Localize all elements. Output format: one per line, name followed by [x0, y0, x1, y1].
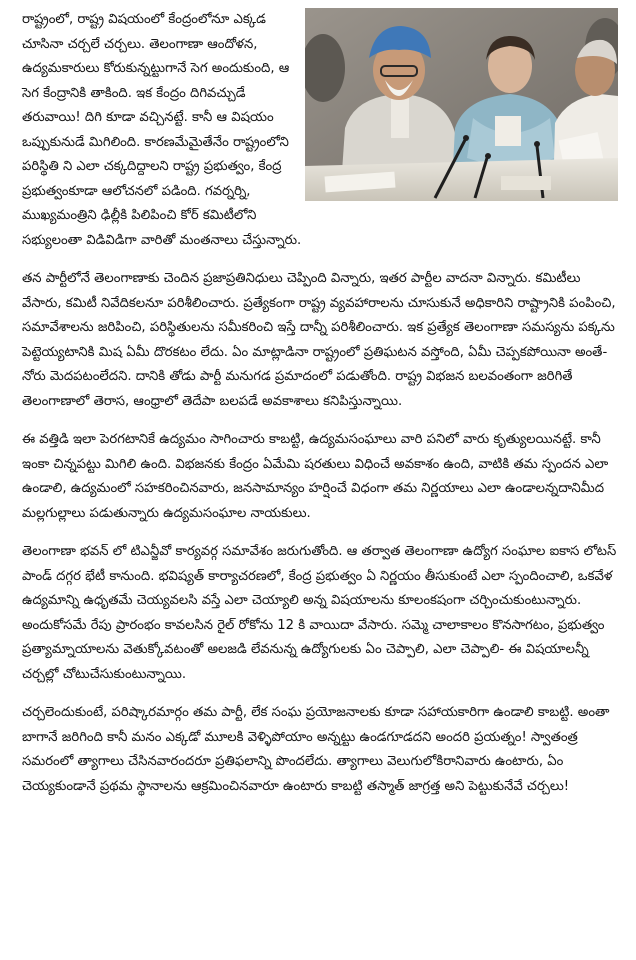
article-paragraph: తన పార్టీలోనే తెలంగాణాకు చెందిన ప్రజాప్రతినిధులు చెప్పింది విన్నారు, ఇతర పార్టీల వాదనా విన్నారు. కమిటీలు వేసారు, కమిటీ నివేదికలనూ పరిశీలించారు. ప్రత్యేకంగా రాష్ట్ర వ్యవహారాలను చూసుకునే అధికారిని రాష్ట్రానికి పంపించి, సమావేశాలను జరిపించి, పరిస్థితులను సమీకరించి ఇస్తే దాన్నీ పరిశీలించారు. ఇక ప్రత్యేక తెలంగాణా సమస్యను పక్కను పెట్టెయ్యటానికి మిష ఏమీ దొరకటం లేదు. ఏం మాట్లాడినా రాష్ట్రంలో ప్రతిఘటన వస్తోంది, ఏమీ చెప్పకపోయినా అంతే- నోరు మెదపటంలేదని. దానికి తోడు పార్టీ మనుగడ ప్రమాదంలో పడుతోంది. రాష్ట్ర విభజన బలవంతంగా జరిగితే తెలంగాణాలో తెరాస, ఆంధ్రాలో తెదేపా బలపడే అవకాశాలు కనిపిస్తున్నాయి. — [22, 271, 616, 409]
article-paragraph: చర్చలెందుకుంటే, పరిష్కారమార్గం తమ పార్టీ, లేక సంఘ ప్రయోజనాలకు కూడా సహాయకారిగా ఉండాలి కాబట్టి. అంతా బాగానే జరిగింది కానీ మనం ఎక్కడో మూలకి వెళ్ళిపోయాం అన్నట్టు ఉండగూడదని అందరి ప్రయత్నం! స్వాతంత్ర సమరంలో త్యాగాలు చేసినవారందరూ ప్రతిఫలాన్ని పొందలేదు. త్యాగాలు వెలుగులోకిరానివారు ఉంటారు, ఏం చెయ్యకుండానే ప్రథమ స్థానాలను ఆక్రమించినవారూ ఉంటారు కాబట్టి తస్మాత్ జాగ్రత్త అని పెట్టుకునేవే చర్చలు! — [22, 705, 610, 794]
news-photo-illustration — [305, 8, 618, 201]
news-photo — [305, 8, 618, 201]
article-paragraph: రాష్ట్రంలో, రాష్ట్ర విషయంలో కేంద్రంలోనూ ఎక్కడ చూసినా చర్చలే చర్చలు. తెలంగాణా ఆందోళన, ఉద్యమకారులు కోరుకున్నట్టుగానే సెగ అందుకుంది, ఆ సెగ కేంద్రానికి తాకింది. ఇక కేంద్రం దిగివచ్చుడే తరువాయి! దిగి కూడా వచ్చినట్టే. కానీ ఆ విషయం ఒప్పుకునుడే మిగిలింది. కారణమేమైతేనేం రాష్ట్రంలోని పరిస్థితి ని ఎలా చక్కదిద్దాలని రాష్ట్ర ప్రభుత్వం, కేంద్ర ప్రభుత్వంకూడా ఆలోచనలో పడింది. గవర్నర్ని, ముఖ్యమంత్రిని ఢిల్లీకి పిలిపించి కోర్ కమిటీలోని సభ్యులంతా విడివిడిగా వారితో మంతనాలు చేస్తున్నారు. — [22, 12, 302, 248]
article-paragraph: తెలంగాణా భవన్ లో టిఎన్జీవో కార్యవర్గ సమావేశం జరుగుతోంది. ఆ తర్వాత తెలంగాణా ఉద్యోగ సంఘాల ఐకాస లోటస్ పాండ్ దగ్గర భేటీ కానుంది. భవిష్యత్ కార్యాచరణలో, కేంద్ర ప్రభుత్వం ఏ నిర్ణయం తీసుకుంటే ఎలా స్పందించాలి, ఒకవేళ ఉద్యమాన్ని ఉధృతమే చెయ్యవలసి వస్తే ఎలా చెయ్యాలి అన్న విషయాలను కూలంకషంగా చర్చించుకుంటున్నారు. అందుకోసమే రేపు ప్రారంభం కావలసిన రైల్ రోకోను 12 కి వాయిదా వేసారు. సమ్మె చాలాకాలం కొనసాగటం, ప్రభుత్వం ప్రత్యామ్నాయాలను వెతుక్కోవటంతో అలజడి లేవనున్న ఉద్యోగులకు ఏం చెప్పాలి, ఎలా చెప్పాలి- ఈ విషయాలన్నీ చర్చల్లో చోటుచేసుకుంటున్నాయి. — [22, 544, 617, 682]
article-paragraph: ఈ వత్తిడి ఇలా పెరగటానికే ఉద్యమం సాగించారు కాబట్టి, ఉద్యమసంఘాలు వారి పనిలో వారు కృత్యులయినట్టే. కానీ ఇంకా చిన్నపట్టు మిగిలి ఉంది. విభజనకు కేంద్రం ఏమేమి షరతులు విధించే అవకాశం ఉంది, వాటికి తమ స్పందన ఎలా ఉండాలి, ఉద్యమంలో సహకరించినవారు, జనసామాన్యం హర్షించే విధంగా తమ నిర్ణయాలు ఎలా ఉండాలన్నదానిమీద మల్లగుల్లాలు పడుతున్నారు ఉద్యమసంఘాల నాయకులు. — [22, 432, 609, 521]
